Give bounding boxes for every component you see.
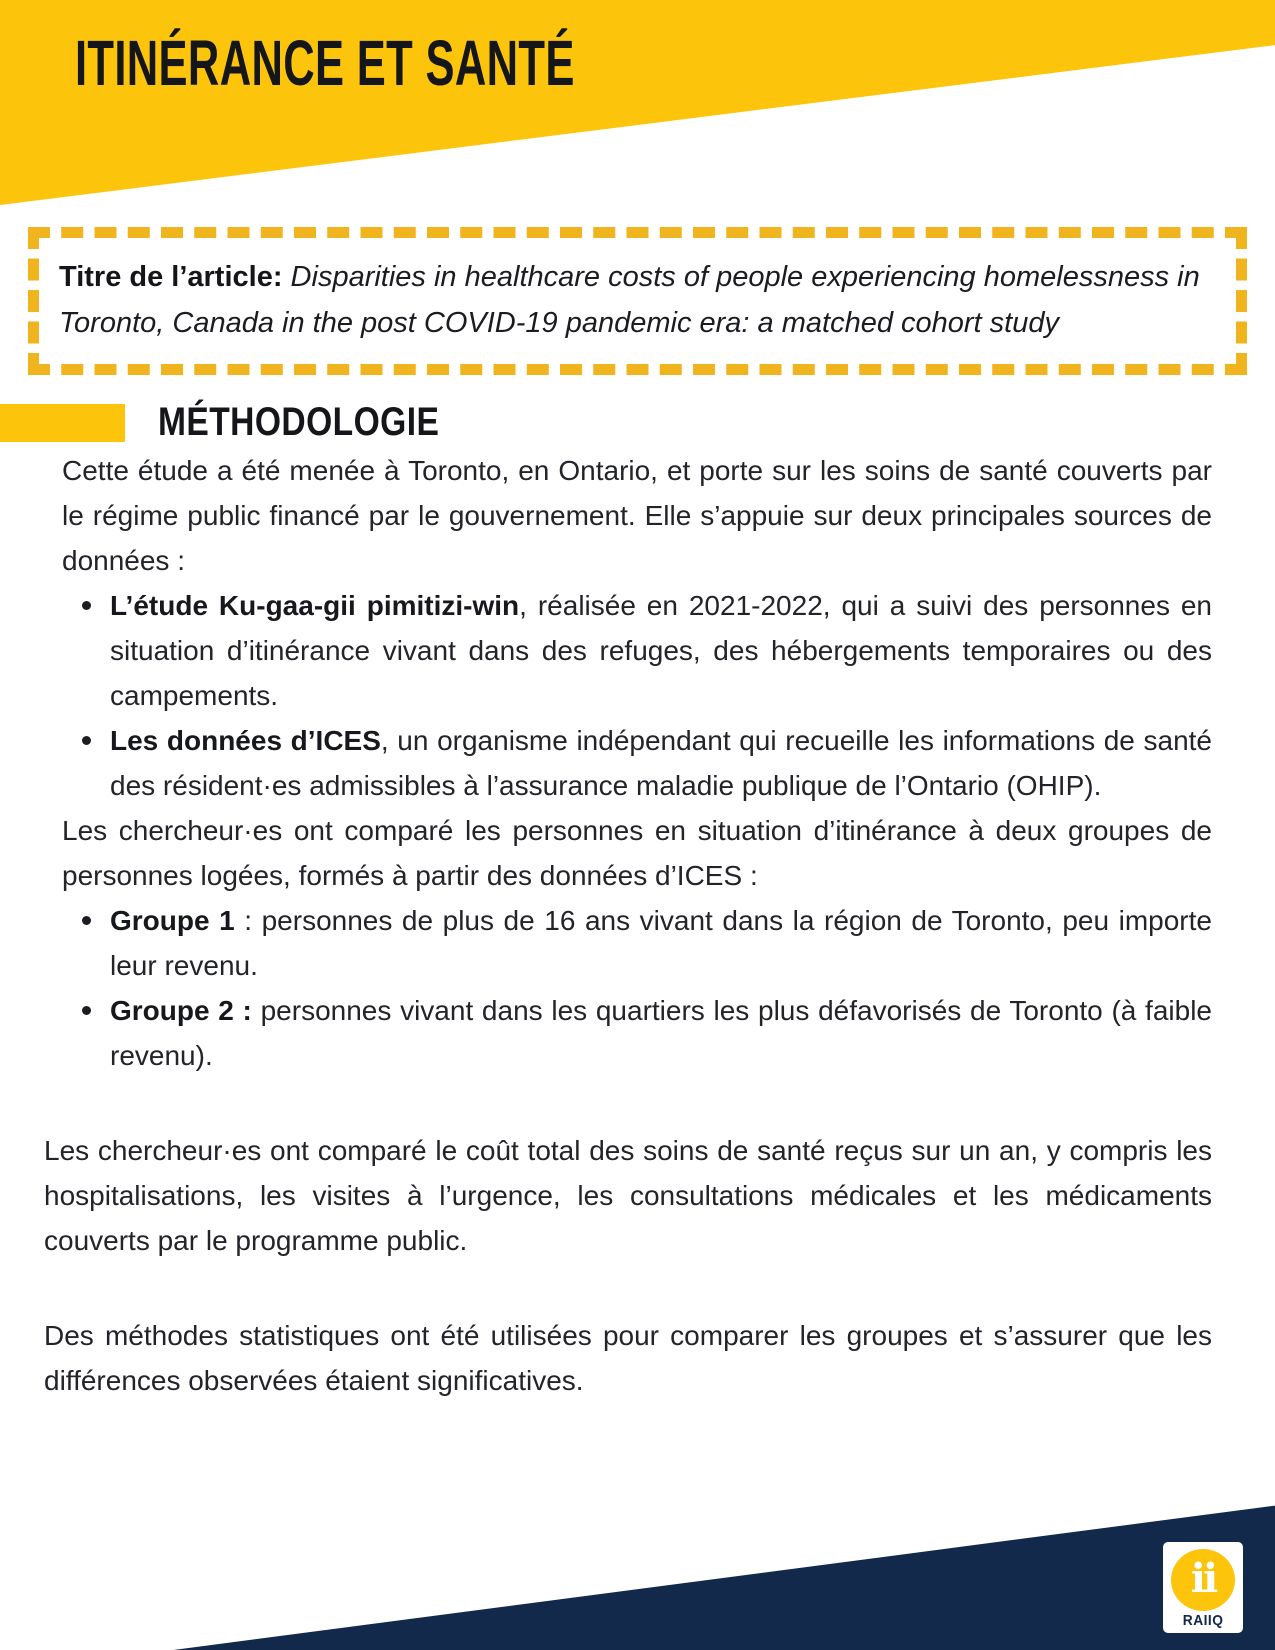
source-name: L’étude Ku-gaa-gii pimitizi-win (110, 590, 520, 621)
group-name: Groupe 2 : (110, 995, 252, 1026)
groups-intro-paragraph: Les chercheur·es ont comparé les personnes en situation d’itinérance à deux groupes de personnes logées, formés à partir des données d’ICES : (62, 815, 1212, 891)
group-name: Groupe 1 (110, 905, 235, 936)
page-title: ITINÉRANCE ET SANTÉ (75, 27, 575, 99)
section-heading-row (0, 400, 493, 445)
people-icon (1171, 1549, 1235, 1611)
groups-list (62, 898, 1212, 1078)
logo-label: RAIIQ (1182, 1612, 1224, 1629)
source-name: Les données d’ICES (110, 725, 381, 756)
source-text: , un organisme indépendant qui recueille les informations de santé des résident·es admissibles à l’assurance maladie publique de l’Ontario (OHIP). (110, 725, 1213, 801)
group-text: : personnes de plus de 16 ans vivant dans la région de Toronto, peu importe leur revenu. (110, 905, 1212, 981)
list-item-group1 (62, 898, 1212, 988)
source-text: , réalisée en 2021-2022, qui a suivi des personnes en situation d’itinérance vivant dans des refuges, des hébergements temporaires ou des campements. (110, 590, 1213, 711)
list-item-group2 (62, 988, 1212, 1078)
article-title-box (28, 227, 1247, 375)
article-label: Titre de l’article: (59, 261, 283, 293)
costs-paragraph: Les chercheur·es ont comparé le coût total des soins de santé reçus sur un an, y compris les hospitalisations, les visites à l’urgence, les consultations médicales et les médicaments couverts par le programme public. (44, 1135, 1212, 1256)
section-accent-bar (0, 404, 125, 442)
article-title: Disparities in healthcare costs of people experiencing homelessness in Toronto, Canada in the post COVID-19 pandemic era: a matched cohort study (59, 261, 1200, 339)
footer-band (0, 1460, 1275, 1650)
intro-paragraph: Cette étude a été menée à Toronto, en Ontario, et porte sur les soins de santé couverts par le régime public financé par le gouvernement. Elle s’appuie sur deux principales sources de données : (62, 455, 1212, 576)
list-item-ices (62, 718, 1212, 808)
group-text: personnes vivant dans les quartiers les plus défavorisés de Toronto (à faible revenu). (110, 995, 1212, 1071)
section-heading: MÉTHODOLOGIE (158, 400, 440, 444)
body-content (0, 448, 1275, 1403)
list-item-study (62, 583, 1212, 718)
raiiq-logo (1163, 1542, 1243, 1633)
stats-paragraph: Des méthodes statistiques ont été utilisées pour comparer les groupes et s’assurer que les différences observées étaient significatives. (44, 1320, 1212, 1396)
sources-list (62, 583, 1212, 808)
ii-glyph: ii (1190, 1555, 1216, 1602)
